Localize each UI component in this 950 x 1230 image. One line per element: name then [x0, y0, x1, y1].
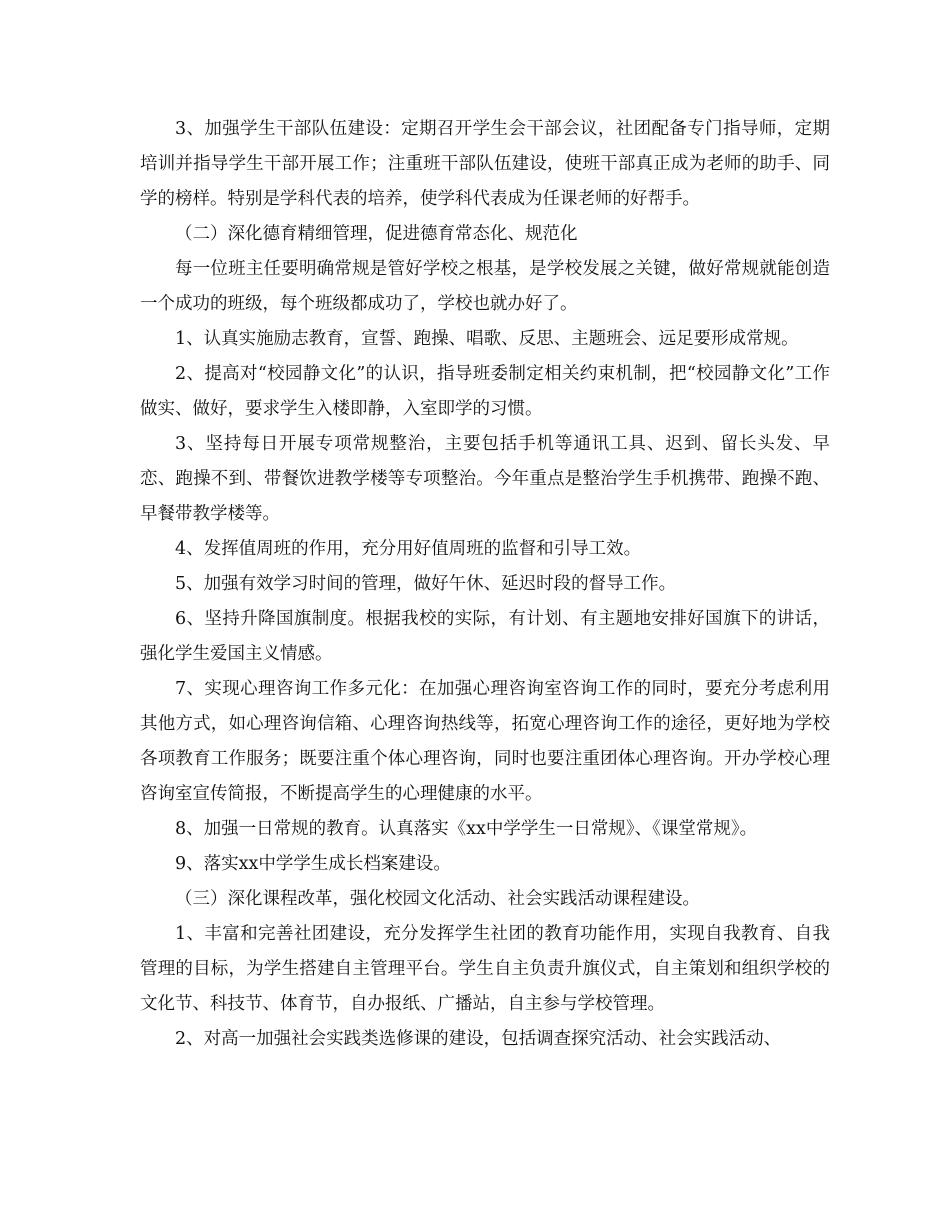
list-item-club-1: 1、丰富和完善社团建设，充分发挥学生社团的教育功能作用，实现自我教育、自我管理的目标，为学生搭建自主管理平台。学生自主负责升旗仪式，自主策划和组织学校的文化节、科技节、体育节，自办报纸、广播站，自主参与学校管理。	[140, 924, 830, 1014]
list-item-2: 2、提高对“校园静文化”的认识，指导班委制定相关约束机制，把“校园静文化”工作做实、做好，要求学生入楼即静，入室即学的习惯。	[140, 364, 830, 419]
section-heading-3: （三）深化课程改革，强化校园文化活动、社会实践活动课程建设。	[175, 889, 700, 909]
list-item-9: 9、落实xx中学学生成长档案建设。	[175, 854, 451, 874]
paragraph-student-cadre: 3、加强学生干部队伍建设：定期召开学生会干部会议，社团配备专门指导师，定期培训并指导学生干部开展工作；注重班干部队伍建设，使班干部真正成为老师的助手、同学的榜样。特别是学科代表的培养，使学科代表成为任课老师的好帮手。	[140, 119, 830, 209]
list-item-7: 7、实现心理咨询工作多元化：在加强心理咨询室咨询工作的同时，要充分考虑利用其他方式，如心理咨询信箱、心理咨询热线等，拓宽心理咨询工作的途径，更好地为学校各项教育工作服务；既要注重个体心理咨询，同时也要注重团体心理咨询。开办学校心理咨询室宣传简报，不断提高学生的心理健康的水平。	[140, 679, 830, 804]
list-item-5: 5、加强有效学习时间的管理，做好午休、延迟时段的督导工作。	[175, 574, 677, 594]
document-body	[140, 112, 830, 1057]
list-item-3: 3、坚持每日开展专项常规整治，主要包括手机等通讯工具、迟到、留长头发、早恋、跑操不到、带餐饮进教学楼等专项整治。今年重点是整治学生手机携带、跑操不跑、早餐带教学楼等。	[140, 434, 830, 524]
paragraph-routine-basis: 每一位班主任要明确常规是管好学校之根基，是学校发展之关键，做好常规就能创造一个成功的班级，每个班级都成功了，学校也就办好了。	[140, 259, 830, 314]
section-heading-2: （二）深化德育精细管理，促进德育常态化、规范化	[175, 224, 578, 244]
list-item-8: 8、加强一日常规的教育。认真落实《xx中学学生一日常规》、《课堂常规》。	[175, 819, 758, 839]
list-item-4: 4、发挥值周班的作用，充分用好值周班的监督和引导工效。	[175, 539, 642, 559]
list-item-club-2: 2、对高一加强社会实践类选修课的建设，包括调查探究活动、社会实践活动、	[175, 1029, 782, 1049]
list-item-1: 1、认真实施励志教育，宣誓、跑操、唱歌、反思、主题班会、远足要形成常规。	[175, 329, 799, 349]
list-item-6: 6、坚持升降国旗制度。根据我校的实际，有计划、有主题地安排好国旗下的讲话，强化学生爱国主义情感。	[140, 609, 830, 664]
